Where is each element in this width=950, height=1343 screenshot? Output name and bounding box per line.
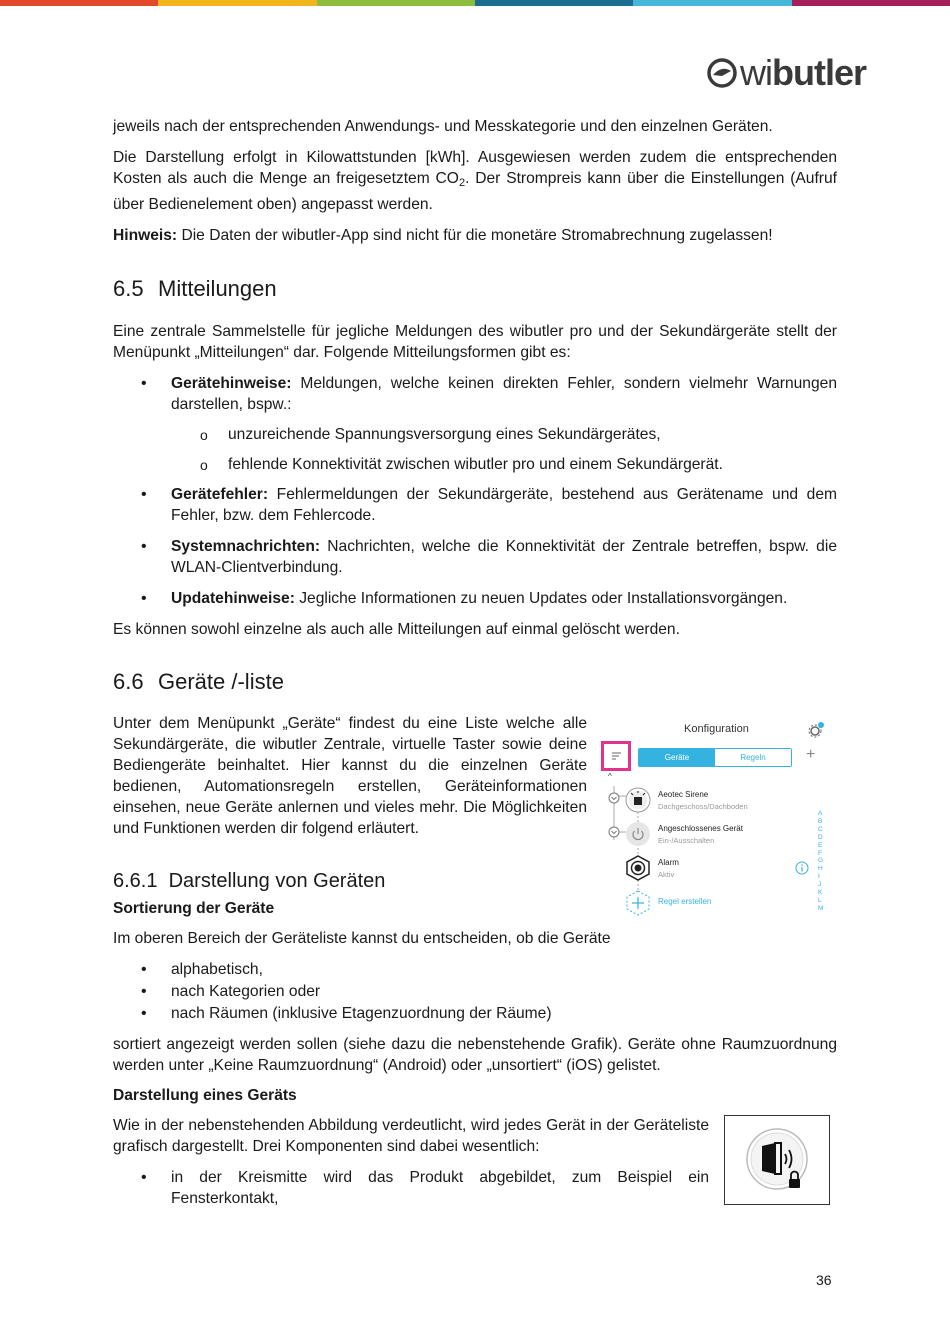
create-rule-link[interactable]: Regel erstellen — [658, 897, 712, 906]
tab-devices[interactable]: Geräte — [639, 749, 715, 766]
sort-options-list — [113, 959, 837, 1025]
paragraph: Eine zentrale Sammelstelle für jegliche Meldungen des wibutler pro und der Sekundärgeräte stellt der Menüpunkt „Mitteilungen“ dar. Folgende Mitteilungsformen gibt es: — [113, 323, 837, 361]
alphabet-letter[interactable]: L — [818, 896, 822, 904]
color-bar-blue — [475, 0, 633, 6]
window-contact-icon — [725, 1116, 829, 1204]
alphabet-letter[interactable]: K — [818, 889, 823, 897]
page-number: 36 — [816, 1272, 832, 1288]
alphabet-letter[interactable]: E — [818, 841, 823, 849]
paragraph: Es können sowohl einzelne als auch alle Mitteilungen auf einmal gelöscht werden. — [113, 621, 680, 638]
alphabet-letter[interactable]: F — [818, 849, 822, 857]
alphabet-letter[interactable]: G — [818, 857, 824, 865]
logo-text-light: wi — [740, 52, 772, 93]
paragraph: Im oberen Bereich der Geräteliste kannst du entscheiden, ob die Geräte — [113, 930, 611, 947]
alphabet-index[interactable] — [818, 810, 828, 913]
logo-mark-icon — [706, 57, 738, 89]
screen-title: Konfiguration — [684, 723, 749, 735]
subsection-number: 6.6.1 — [113, 870, 158, 892]
color-bar-yellow — [158, 0, 316, 6]
sub-list-item: o unzureichende Spannungsversorgung eines Sekundärgerätes, — [171, 424, 837, 445]
display-heading — [113, 1085, 837, 1106]
paragraph: Wie in der nebenstehenden Abbildung verdeutlicht, wird jedes Gerät in der Geräteliste grafisch dargestellt. Drei Komponenten sind dabei wesentlich: — [113, 1117, 709, 1155]
alarm-shield-icon — [625, 855, 651, 881]
subsection-title: Darstellung von Geräten — [168, 870, 386, 892]
section-number: 6.6 — [113, 669, 144, 694]
sort-heading-text: Sortierung der Geräte — [113, 900, 275, 917]
device-rule-tabs — [638, 748, 792, 767]
section-heading — [113, 276, 837, 302]
list-item: • nach Räumen (inklusive Etagenzuordnung der Räume) — [113, 1003, 837, 1025]
subscript: 2 — [458, 177, 466, 189]
list-item — [113, 484, 837, 526]
sort-icon — [604, 744, 628, 768]
section-number: 6.5 — [113, 276, 144, 301]
alphabet-letter[interactable]: D — [818, 833, 823, 841]
device-name[interactable]: Angeschlossenes Gerät — [658, 824, 743, 833]
list-item — [113, 536, 837, 578]
wibutler-logo — [706, 52, 866, 94]
device-name[interactable]: Aeotec Sirene — [658, 790, 709, 799]
color-bar-green — [317, 0, 475, 6]
section-heading — [113, 669, 837, 695]
paragraph — [113, 147, 837, 215]
tab-rules[interactable]: Regeln — [715, 749, 791, 766]
alphabet-letter[interactable]: I — [818, 873, 820, 881]
paragraph: jeweils nach der entsprechenden Anwendungs- und Messkategorie und den einzelnen Geräten. — [113, 118, 773, 135]
message-types-list — [113, 373, 837, 609]
device-name[interactable]: Alarm — [658, 858, 679, 867]
item-text: Fehlermeldungen der Sekundärgeräte, bestehend aus Gerätename und dem Fehler, bzw. dem Fehlercode. — [171, 486, 837, 524]
alphabet-letter[interactable]: B — [818, 817, 823, 825]
alphabet-letter[interactable]: H — [818, 865, 823, 873]
list-item: • in der Kreismitte wird das Produkt abgebildet, zum Beispiel ein Fensterkontakt, — [113, 1167, 709, 1209]
sub-list-item: o fehlende Konnektivität zwischen wibutler pro und einem Sekundärgerät. — [171, 454, 837, 475]
item-label: Gerätefehler: — [171, 486, 269, 503]
item-text: Jegliche Informationen zu neuen Updates oder Installationsvorgängen. — [294, 590, 788, 607]
text-span: Die Darstellung erfolgt in Kilowattstunden [kWh]. Ausgewiesen werden zudem die entsprechenden Kosten als auch die Menge an freigesetztem CO — [113, 149, 837, 187]
section-title: Geräte /-liste — [158, 669, 284, 694]
alphabet-letter[interactable]: J — [818, 881, 822, 889]
hint-text: Die Daten der wibutler-App sind nicht für die monetäre Stromabrechnung zugelassen! — [177, 227, 773, 244]
item-text: Meldungen, welche keinen direkten Fehler, sondern vielmehr Warnungen darstellen, bspw.: — [171, 375, 837, 413]
list-item — [113, 588, 837, 609]
text-span: . Der Strompreis kann über die Einstellungen (Aufruf über Bedienelement oben) angepasst werden. — [113, 170, 838, 213]
gear-icon[interactable] — [808, 722, 824, 738]
sort-button-highlight[interactable] — [601, 741, 631, 771]
power-icon — [625, 821, 651, 847]
sub-list — [171, 424, 837, 475]
color-bar-magenta — [792, 0, 950, 6]
list-item: • nach Kategorien oder — [113, 981, 837, 1003]
alphabet-letter[interactable]: M — [818, 904, 824, 912]
app-screenshot — [598, 714, 832, 920]
hint-paragraph — [113, 225, 837, 246]
item-label: Gerätehinweise: — [171, 375, 292, 392]
alphabet-letter[interactable]: A — [818, 810, 823, 817]
section-title: Mitteilungen — [158, 276, 277, 301]
device-display-figure — [724, 1115, 830, 1205]
color-bar-cyan — [633, 0, 791, 6]
display-heading-text: Darstellung eines Geräts — [113, 1087, 297, 1104]
components-list — [113, 1167, 709, 1209]
add-rule-icon[interactable] — [625, 890, 651, 916]
item-text: Nachrichten, welche die Konnektivität der Zentrale betreffen, bspw. die WLAN-Clientverbindung. — [171, 538, 837, 576]
list-item: • alphabetisch, — [113, 959, 837, 981]
info-icon[interactable] — [795, 861, 809, 875]
logo-text-bold: butler — [772, 52, 867, 93]
color-bar-red — [0, 0, 158, 6]
paragraph: Unter dem Menüpunkt „Geräte“ findest du eine Liste welche alle Sekundärgeräte, die wibutler Zentrale, virtuelle Taster sowie deine Bediengeräte beinhaltet. Hier kannst du die einzelnen Geräte bedienen, Automationsregeln erstellen, Geräteinformationen einsehen, neue Geräte anlernen und vieles mehr. Die Möglichkeiten und Funktionen werden dir folgend erläutert. — [113, 715, 587, 837]
paragraph: sortiert angezeigt werden sollen (siehe dazu die nebenstehende Grafik). Geräte ohne Raumzuordnung werden unter „Keine Raumzuordnung“ (Android) oder „unsortiert“ (iOS) gelistet. — [113, 1036, 837, 1074]
hint-label: Hinweis: — [113, 227, 178, 244]
color-bar — [0, 0, 950, 6]
siren-icon — [625, 787, 651, 813]
item-label: Systemnachrichten: — [171, 538, 321, 555]
list-item — [113, 373, 837, 475]
add-icon[interactable]: + — [806, 746, 816, 763]
device-status: Aktiv — [658, 870, 675, 879]
alphabet-letter[interactable]: C — [818, 825, 823, 833]
device-function: Ein-/Ausschalten — [658, 836, 715, 845]
page-content — [113, 116, 837, 1209]
device-location: Dachgeschoss/Dachboden — [658, 802, 748, 811]
item-label: Updatehinweise: — [171, 590, 295, 607]
collapse-caret-icon[interactable]: ^ — [608, 772, 612, 781]
